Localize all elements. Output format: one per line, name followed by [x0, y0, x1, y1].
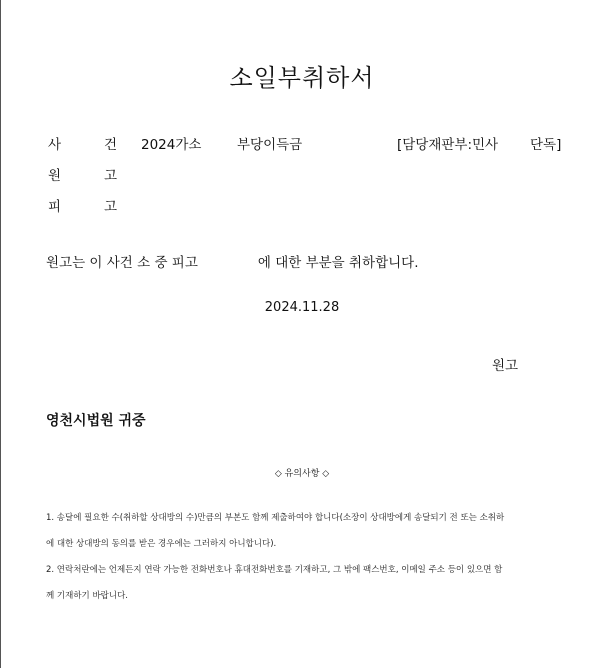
withdrawal-statement: [46, 251, 419, 271]
case-label-1: 사: [48, 137, 62, 153]
plaintiff-label-1: 원: [48, 168, 62, 184]
notice-item-2-line-2: 께 기재하기 바랍니다.: [46, 591, 129, 601]
plaintiff-label-2: 고: [104, 168, 118, 184]
single-judge: 단독]: [530, 137, 562, 153]
notice-list: [46, 505, 561, 609]
defendant-label-1: 피: [48, 199, 62, 215]
case-name: 부당이득금: [237, 137, 303, 153]
defendant-label-2: 고: [104, 199, 118, 215]
case-label-2: 건: [104, 137, 118, 153]
court-division: [담당재판부:민사: [397, 137, 499, 153]
notice-item-1-line-2: 에 대한 상대방의 동의를 받은 경우에는 그러하지 아니합니다).: [46, 539, 277, 549]
statement-after: 에 대한 부분을 취하합니다.: [257, 255, 419, 271]
notice-item-1-line-1: 1. 송달에 필요한 수(취하할 상대방의 수)만큼의 부본도 함께 제출하여야 합니다(소장이 상대방에게 송달되기 전 또는 소취하: [46, 513, 505, 523]
document-title: 소일부취하서: [229, 64, 375, 92]
notice-title: ◇ 유의사항 ◇: [274, 469, 330, 479]
notice-item-2-line-1: 2. 연락처란에는 언제든지 연락 가능한 전화번호나 휴대전화번호를 기재하고, 그 밖에 팩스번호, 이메일 주소 등이 있으면 함: [46, 565, 503, 575]
statement-before: 원고는 이 사건 소 중 피고: [46, 255, 198, 271]
signer-label: 원고: [492, 358, 519, 374]
case-number: 2024가소: [141, 137, 202, 153]
court-addressee: 영천시법원 귀중: [46, 413, 146, 429]
document-date: 2024.11.28: [264, 300, 340, 315]
